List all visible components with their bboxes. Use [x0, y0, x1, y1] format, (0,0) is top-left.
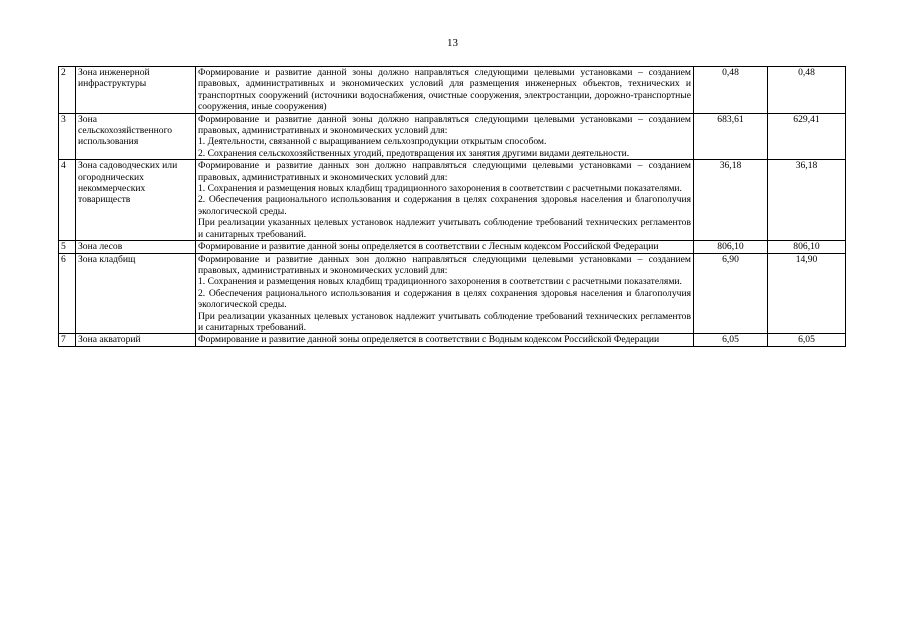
zone-name: Зона кладбищ — [76, 253, 196, 334]
value-2: 14,90 — [768, 253, 846, 334]
description-paragraph: При реализации указанных целевых установок надлежит учитывать соблюдение требований технических регламентов и санитарных требований. — [198, 310, 691, 333]
description-paragraph: Формирование и развитие данной зоны определяется в соответствии с Водным кодексом Российской Федерации — [198, 334, 660, 346]
value-2: 629,41 — [768, 113, 846, 160]
description-paragraph: 2. Обеспечения рационального использования и содержания в целях сохранения здоровья населения и благополучия экологической среды. — [198, 194, 691, 217]
table-row — [59, 253, 846, 334]
row-number: 6 — [59, 253, 76, 334]
description-paragraph: Формирование и развитие данных зон должно направляться следующими целевыми установками – созданием правовых, административных и экономических условий для: — [198, 253, 691, 276]
description-paragraph: 1. Деятельности, связанной с выращиванием сельхозпродукции открытым способом. — [198, 136, 547, 148]
zone-name: Зона сельскохозяйственного использования — [76, 113, 196, 160]
value-1: 806,10 — [694, 241, 768, 253]
description-paragraph: 2. Сохранения сельскохозяйственных угодий, предотвращения их занятия другими видами деятельности. — [198, 147, 630, 159]
zones-table — [58, 66, 846, 347]
value-1: 683,61 — [694, 113, 768, 160]
description-paragraph: Формирование и развитие данной зоны определяется в соответствии с Лесным кодексом Российской Федерации — [198, 241, 659, 253]
zone-description — [196, 113, 694, 160]
value-1: 6,05 — [694, 334, 768, 346]
value-1: 36,18 — [694, 160, 768, 241]
zone-description — [196, 334, 694, 346]
description-paragraph: Формирование и развитие данной зоны должно направляться следующими целевыми установками – созданием правовых, административных и экономических условий для размещения инженерных объектов, технических и транспортных сооружений (источники водоснабжения, очистные сооружения, электростанции, дорожно-транспортные сооружения, иные сооружения) — [198, 67, 691, 113]
zone-name: Зона лесов — [76, 241, 196, 253]
value-2: 6,05 — [768, 334, 846, 346]
description-paragraph: 1. Сохранения и размещения новых кладбищ традиционного захоронения в соответствии с расчетными показателями. — [198, 276, 682, 288]
zone-name: Зона инженерной инфраструктуры — [76, 67, 196, 114]
value-1: 6,90 — [694, 253, 768, 334]
value-2: 36,18 — [768, 160, 846, 241]
row-number: 4 — [59, 160, 76, 241]
table-row — [59, 113, 846, 160]
description-paragraph: Формирование и развитие данных зон должно направляться следующими целевыми установками – созданием правовых, административных и экономических условий для: — [198, 160, 691, 183]
value-2: 0,48 — [768, 67, 846, 114]
row-number: 7 — [59, 334, 76, 346]
row-number: 3 — [59, 113, 76, 160]
description-paragraph: При реализации указанных целевых установок надлежит учитывать соблюдение требований технических регламентов и санитарных требований. — [198, 217, 691, 240]
table-row — [59, 334, 846, 346]
table-row — [59, 160, 846, 241]
table-row — [59, 241, 846, 253]
zone-name: Зона акваторий — [76, 334, 196, 346]
value-1: 0,48 — [694, 67, 768, 114]
zone-description — [196, 241, 694, 253]
description-paragraph: 1. Сохранения и размещения новых кладбищ традиционного захоронения в соответствии с расчетными показателями. — [198, 183, 682, 195]
row-number: 2 — [59, 67, 76, 114]
zone-description — [196, 160, 694, 241]
description-paragraph: Формирование и развитие данной зоны должно направляться следующими целевыми установками – созданием правовых, административных и экономических условий для: — [198, 113, 691, 137]
description-paragraph: 2. Обеспечения рационального использования и содержания в целях сохранения здоровья населения и благополучия экологической среды. — [198, 287, 691, 311]
zone-name: Зона садоводческих или огороднических некоммерческих товариществ — [76, 160, 196, 241]
value-2: 806,10 — [768, 241, 846, 253]
zone-description — [196, 67, 694, 114]
table-row — [59, 67, 846, 114]
zone-description — [196, 253, 694, 334]
page-number: 13 — [447, 37, 458, 49]
row-number: 5 — [59, 241, 76, 253]
